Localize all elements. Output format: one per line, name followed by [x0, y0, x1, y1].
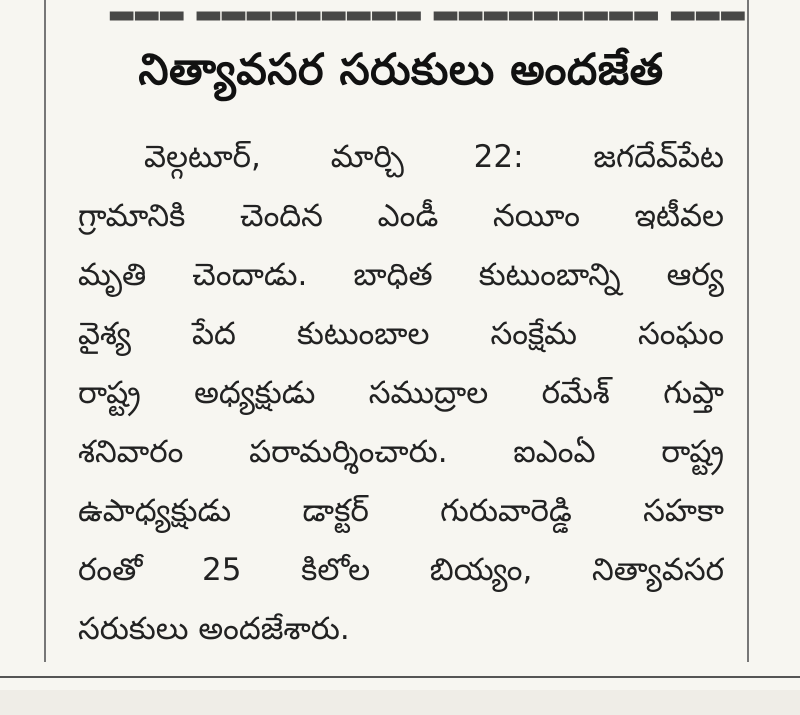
article-body-line: రంతో 25 కిలోల బియ్యం, నిత్యావసర — [78, 552, 724, 588]
article-body-line: ఉపాధ్యక్షుడు డాక్టర్ గురువారెడ్డి సహకా — [78, 493, 724, 529]
article-body-line: వైశ్య పేద కుటుంబాల సంక్షేమ సంఘం — [78, 316, 724, 352]
article-body-line: గ్రామానికి చెందిన ఎండీ నయీం ఇటీవల — [78, 198, 724, 234]
article-body — [78, 128, 724, 659]
cropped-previous-headline: ▂▂▂ ▂▂▂▂▂▂▂▂▂ ▂▂▂▂▂▂▂▂▂ ▂▂▂ — [110, 0, 747, 21]
article-body-line: సరుకులు అందజేశారు. — [78, 611, 350, 647]
column-rule-left — [44, 0, 46, 662]
bottom-margin — [0, 690, 800, 715]
article-headline: నిత్యావసర సరుకులు అందజేత — [138, 45, 664, 95]
article-body-line: వెల్గటూర్, మార్చి 22: జగదేవ్‌పేట — [144, 139, 724, 175]
news-article — [78, 34, 724, 659]
article-body-line: శనివారం పరామర్శించారు. ఐఎంఏ రాష్ట్ర — [78, 434, 724, 470]
bottom-divider — [0, 676, 800, 678]
column-rule-right — [747, 0, 749, 662]
article-body-line: రాష్ట్ర అధ్యక్షుడు సముద్రాల రమేశ్ గుప్తా — [78, 375, 724, 411]
article-body-line: మృతి చెందాడు. బాధిత కుటుంబాన్ని ఆర్య — [78, 257, 724, 293]
